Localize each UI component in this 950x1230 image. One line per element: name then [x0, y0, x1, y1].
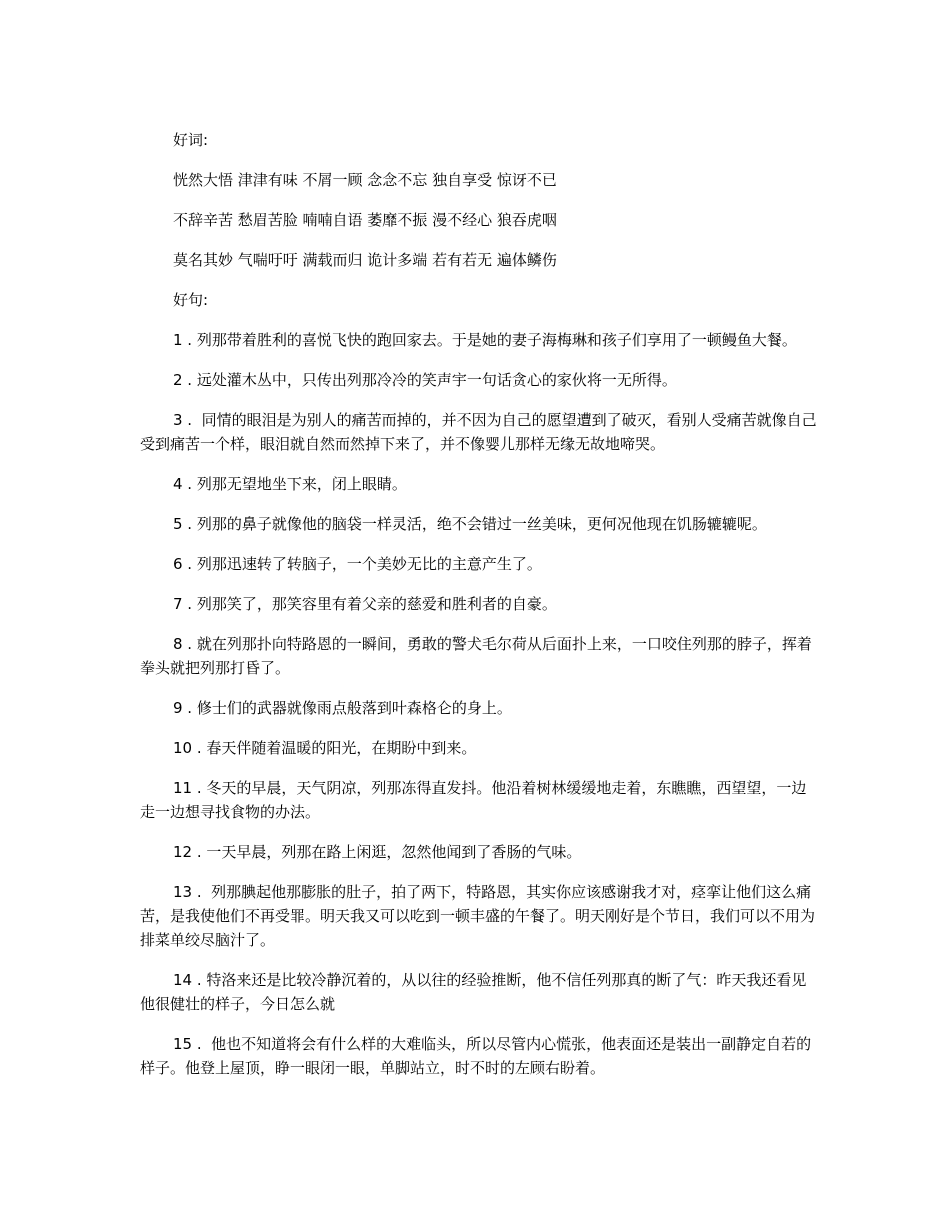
sentence-item: 4 . 列那无望地坐下来，闭上眼睛。: [173, 475, 407, 493]
sentence-item: 7 . 列那笑了，那笑容里有着父亲的慈爱和胜利者的自豪。: [173, 595, 557, 613]
sentence-item: 15 . 他也不知道将会有什么样的大难临头，所以尽管内心慌张，他表面还是装出一副静定自若的样子。他登上屋顶，睁一眼闭一眼，单脚站立，时不时的左顾右盼着。: [140, 1035, 812, 1077]
sentence-item: 11 . 冬天的早晨，天气阴凉，列那冻得直发抖。他沿着树林缓缓地走着，东瞧瞧，西望望，一边走一边想寻找食物的办法。: [140, 779, 807, 821]
sentence-item: 10 . 春天伴随着温暖的阳光，在期盼中到来。: [173, 739, 477, 757]
sentence-item: 9 . 修士们的武器就像雨点般落到叶森格仑的身上。: [173, 699, 512, 717]
sentence-item: 1 . 列那带着胜利的喜悦飞快的跑回家去。于是她的妻子海梅琳和孩子们享用了一顿鳗鱼大餐。: [173, 331, 797, 349]
sentence-item: 14 . 特洛来还是比较冷静沉着的，从以往的经验推断，他不信任列那真的断了气：昨天我还看见他很健壮的样子，今日怎么就: [140, 971, 807, 1013]
sentence-item: 6 . 列那迅速转了转脑子，一个美妙无比的主意产生了。: [173, 555, 542, 573]
good-words-heading: 好词:: [173, 131, 209, 149]
good-words-line: 恍然大悟 津津有味 不屑一顾 念念不忘 独自享受 惊讶不已: [173, 171, 557, 189]
sentence-item: 13 . 列那腆起他那膨胀的肚子，拍了两下，特路恩，其实你应该感谢我才对，痉挛让他们这么痛苦，是我使他们不再受罪。明天我又可以吃到一顿丰盛的午餐了。明天刚好是个节日，我们可以不用为排菜单绞尽脑汁了。: [140, 883, 816, 949]
sentence-item: 5 . 列那的鼻子就像他的脑袋一样灵活，绝不会错过一丝美味，更何况他现在饥肠辘辘呢。: [173, 515, 767, 533]
sentence-item: 8 . 就在列那扑向特路恩的一瞬间，勇敢的警犬毛尔荷从后面扑上来，一口咬住列那的脖子，挥着拳头就把列那打昏了。: [140, 635, 812, 677]
sentence-item: 3 . 同情的眼泪是为别人的痛苦而掉的，并不因为自己的愿望遭到了破灭，看别人受痛苦就像自己受到痛苦一个样，眼泪就自然而然掉下来了，并不像婴儿那样无缘无故地啼哭。: [140, 411, 817, 453]
document-body: [140, 128, 820, 1096]
good-words-line: 不辞辛苦 愁眉苦脸 喃喃自语 萎靡不振 漫不经心 狼吞虎咽: [173, 211, 557, 229]
good-sentences-heading: 好句:: [173, 291, 209, 309]
sentence-item: 12 . 一天早晨，列那在路上闲逛，忽然他闻到了香肠的气味。: [173, 843, 582, 861]
sentence-item: 2 . 远处灌木丛中，只传出列那冷冷的笑声宇一句话贪心的家伙将一无所得。: [173, 371, 677, 389]
good-words-line: 莫名其妙 气喘吁吁 满载而归 诡计多端 若有若无 遍体鳞伤: [173, 251, 557, 269]
